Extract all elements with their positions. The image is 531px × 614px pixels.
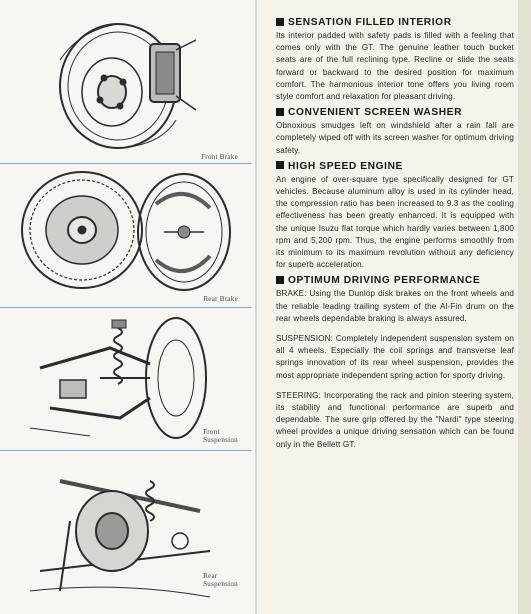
- caption-text: Rear Brake: [203, 295, 238, 303]
- illustration-column: [0, 0, 255, 614]
- caption-text: Front: [203, 428, 220, 436]
- suspension-paragraph: SUSPENSION: Completely independent suspension system on all 4 wheels. Especially the coil springs and transverse leaf springs innovation of its rear wheel suspension, provides the most appropriate independent spring action for sporty driving.: [276, 334, 514, 380]
- rear-brake-panel: [0, 164, 252, 308]
- front-brake-illustration: [0, 0, 252, 163]
- caption-text: Suspension: [203, 436, 238, 444]
- section-heading-engine: HIGH SPEED ENGINE: [276, 160, 514, 173]
- text-column: [276, 16, 514, 610]
- section-heading-washer: CONVENIENT SCREEN WASHER: [276, 106, 514, 119]
- washer-paragraph: Obnoxious smudges left on windshield after a rain fall are completely wiped off with its screen washer for optimum driving safety.: [276, 121, 514, 155]
- engine-paragraph: An engine of over-square type specifically designed for GT vehicles. Because aluminum alloy is used in its cylinder head, the compression ratio has been increased to 9.3 as the cooling effectiveness has been greatly enhanced. It is equipped with the unique Isuzu flat torque which hardly varies between 1,800 rpm and 5,200 rpm. Thus, the engine performs smoothly from its minimum to its maximum revolution without any deficiency for superb acceleration.: [276, 174, 514, 270]
- caption-text: Suspension: [203, 580, 238, 588]
- square-bullet-icon: [276, 161, 284, 169]
- column-divider: [255, 0, 257, 614]
- page-edge: [518, 0, 531, 614]
- steering-paragraph: STEERING: Incorporating the rack and pinion steering system, its stability and functional performance are superb and dependable. The sure grip offered by the "Nardi" type steering wheel provides a unique driving sensation which can be found only in the Bellett GT.: [276, 390, 514, 449]
- rear-brake-caption: [203, 295, 238, 303]
- square-bullet-icon: [276, 108, 284, 116]
- square-bullet-icon: [276, 18, 284, 26]
- rear-brake-illustration: [0, 164, 252, 307]
- rear-suspension-panel: [0, 451, 252, 614]
- section-heading-performance: OPTIMUM DRIVING PERFORMANCE: [276, 274, 514, 287]
- brake-paragraph: BRAKE: Using the Dunlop disk brakes on the front wheels and the reliable leading trailing system of the Al-Fin drum on the rear wheels dependable braking is always assured.: [276, 289, 514, 323]
- front-suspension-caption: [203, 428, 238, 444]
- rear-suspension-caption: [203, 572, 238, 588]
- caption-text: Front Brake: [201, 153, 238, 161]
- rear-suspension-illustration: [0, 451, 252, 614]
- caption-text: Rear: [203, 572, 218, 580]
- front-suspension-panel: [0, 308, 252, 451]
- front-brake-caption: [201, 153, 238, 161]
- front-brake-panel: [0, 0, 252, 164]
- interior-paragraph: Its interior padded with safety pads is filled with a feeling that comes only with the GT. The genuine leather touch bucket seats are of the full reclining type. Recline or slide the seats forward or backward to the desired position for maximum comfort. The harmonious interior tone offers you living room style comfort and relaxation for pleasant driving.: [276, 31, 514, 102]
- square-bullet-icon: [276, 276, 284, 284]
- section-heading-interior: SENSATION FILLED INTERIOR: [276, 16, 514, 29]
